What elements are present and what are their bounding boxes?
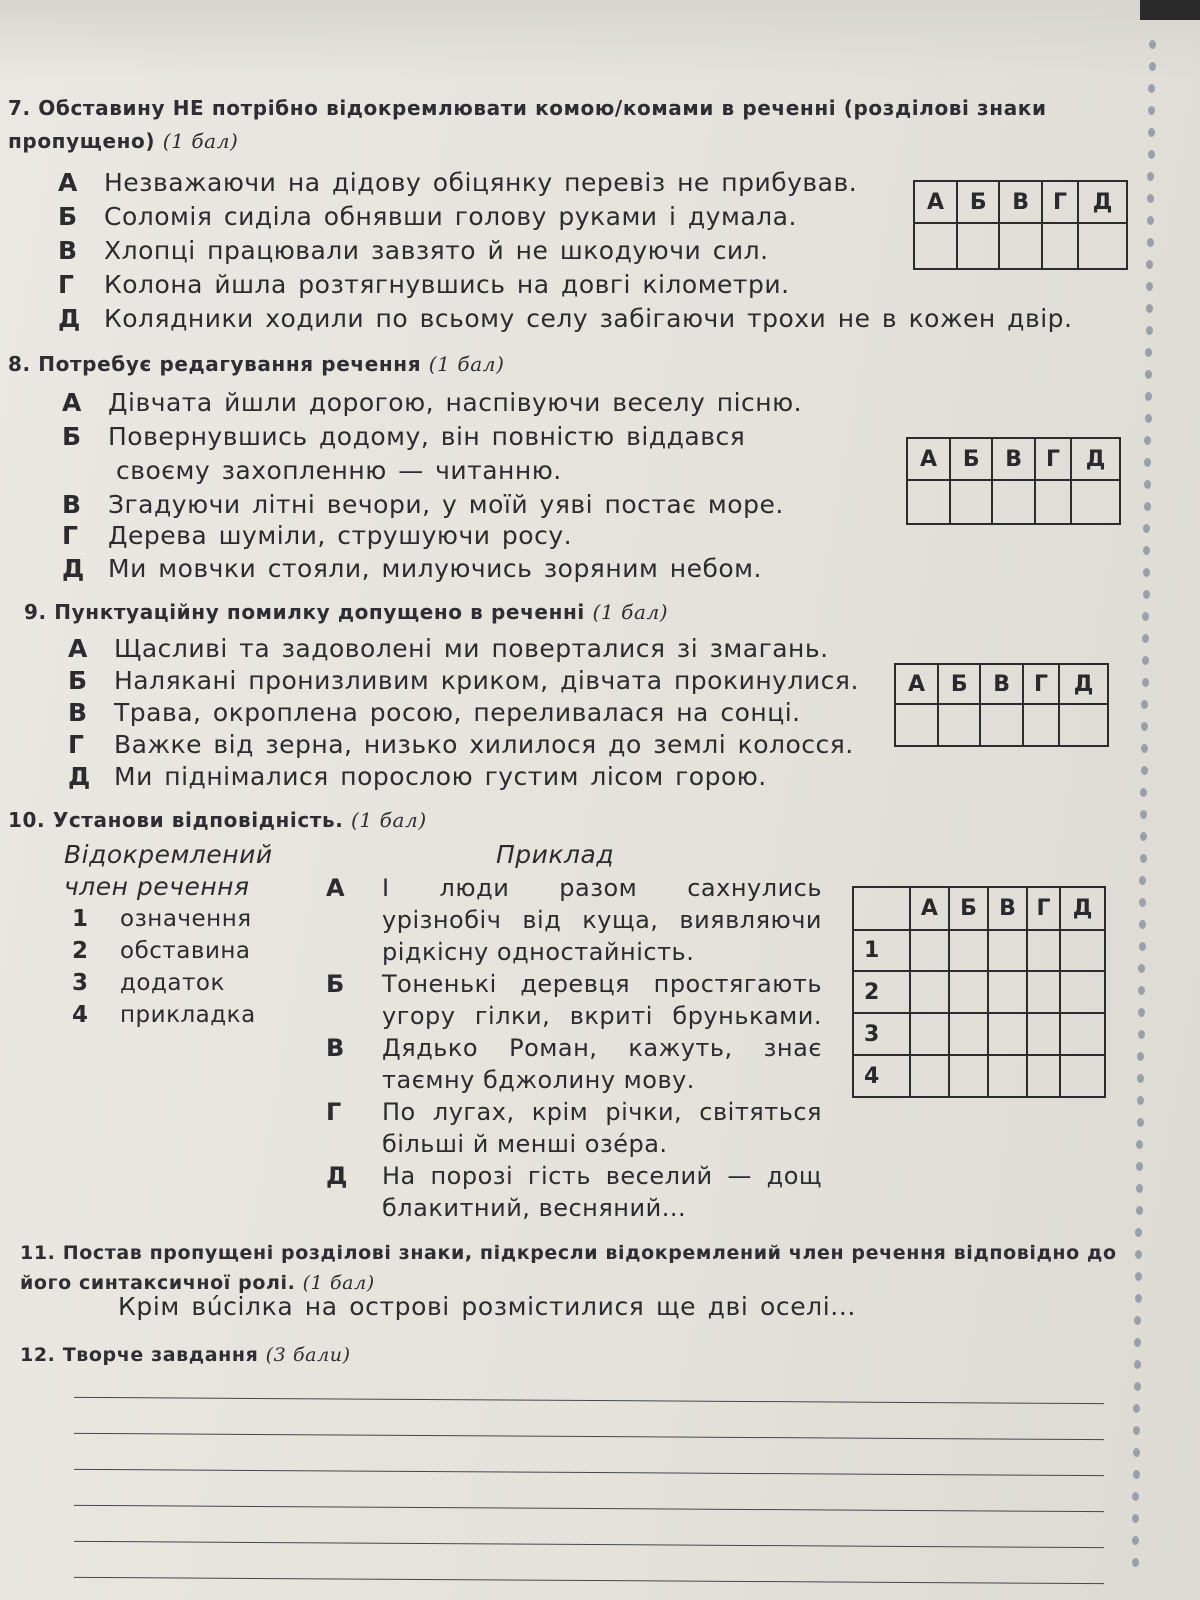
answer-cell[interactable]: [949, 1055, 988, 1097]
grid-header-d: Г: [1027, 887, 1060, 930]
answer-cell[interactable]: [1027, 1055, 1060, 1097]
answer-cell[interactable]: [1060, 1055, 1105, 1097]
binding-hole: [1144, 436, 1151, 445]
binding-hole: [1146, 326, 1153, 335]
grid-header-a: А: [910, 887, 949, 930]
member-text: прикладка: [120, 1002, 256, 1028]
binding-hole: [1132, 1536, 1139, 1545]
example-letter-a: А: [326, 874, 345, 902]
grid-header-a: А: [907, 438, 950, 480]
writing-line[interactable]: [74, 1577, 1104, 1584]
q7-points: (1 бал): [162, 129, 239, 153]
q8-option-a: [62, 388, 802, 417]
grid-row-number: 1: [853, 930, 910, 971]
example-letter-c: В: [326, 1034, 345, 1062]
binding-hole: [1135, 1250, 1142, 1259]
answer-cell[interactable]: [895, 704, 938, 746]
q9-option-e: [68, 762, 767, 791]
grid-header-b: Б: [938, 664, 980, 704]
option-letter: А: [68, 634, 88, 663]
writing-line[interactable]: [74, 1469, 1104, 1476]
binding-hole: [1149, 40, 1156, 49]
grid-header-b: Б: [949, 887, 988, 930]
binding-hole: [1141, 722, 1148, 731]
option-text: Незважаючи на дідову обіцянку перевіз не прибував.: [104, 168, 858, 197]
q10-right-header: Приклад: [496, 840, 615, 869]
grid-header-c: В: [988, 887, 1027, 930]
binding-hole: [1144, 480, 1151, 489]
binding-hole: [1134, 1360, 1141, 1369]
grid-row-number: 3: [853, 1013, 910, 1055]
q9-number: 9.: [24, 600, 47, 624]
q11-text: Постав пропущені розділові знаки, підкресли відокремлений член речення відповідно до його синтаксичної ролі.: [20, 1242, 1117, 1294]
option-letter: Б: [58, 202, 78, 231]
answer-cell[interactable]: [910, 1013, 949, 1055]
binding-hole: [1142, 678, 1149, 687]
binding-hole: [1139, 876, 1146, 885]
option-text: Згадуючи літні вечори, у моїй уяві постає море.: [108, 490, 784, 519]
binding-hole: [1140, 810, 1147, 819]
binding-hole: [1137, 1052, 1144, 1061]
member-item-2: [72, 938, 251, 964]
grid-header-e: Д: [1078, 181, 1127, 223]
option-text: Дерева шуміли, струшуючи росу.: [108, 521, 573, 550]
binding-hole: [1142, 656, 1149, 665]
answer-cell[interactable]: [1027, 930, 1060, 971]
binding-hole: [1146, 304, 1153, 313]
binding-hole: [1148, 106, 1155, 115]
binding-hole: [1134, 1382, 1141, 1391]
answer-cell[interactable]: [1060, 1013, 1105, 1055]
answer-cell[interactable]: [914, 223, 957, 269]
binding-hole: [1139, 942, 1146, 951]
q7-text: Обставину НЕ потрібно відокремлювати комою/комами в реченні (розділові знаки пропущено): [8, 96, 1047, 153]
example-a-line2: урізнобіч від куща, виявляючи: [382, 906, 822, 934]
grid-corner: [853, 887, 910, 930]
member-item-4: [72, 1002, 256, 1028]
example-a-line3: рідкісну одностайність.: [382, 938, 695, 966]
q9-option-d: [68, 730, 854, 759]
page-corner-shadow: [1140, 0, 1200, 20]
q10-text: Установи відповідність.: [52, 808, 344, 832]
option-letter: Д: [62, 554, 85, 583]
answer-cell[interactable]: [1023, 704, 1059, 746]
example-d-line1: По лугах, крім річки, світяться: [382, 1098, 822, 1126]
q12-number: 12.: [20, 1344, 56, 1366]
binding-hole: [1135, 1294, 1142, 1303]
option-letter: Д: [68, 762, 91, 791]
q8-points: (1 бал): [428, 352, 505, 376]
binding-hole: [1148, 84, 1155, 93]
answer-cell[interactable]: [1035, 480, 1071, 524]
q11-sentence[interactable]: Крім вúсілка на острові розмістилися ще дві оселі...: [118, 1292, 856, 1321]
member-number: 4: [72, 1002, 89, 1028]
answer-cell[interactable]: [1071, 480, 1120, 524]
binding-hole: [1132, 1558, 1139, 1567]
grid-header-c: В: [992, 438, 1034, 480]
answer-cell[interactable]: [1059, 704, 1108, 746]
binding-hole: [1132, 1514, 1139, 1523]
answer-cell[interactable]: [949, 930, 988, 971]
binding-hole: [1137, 1074, 1144, 1083]
option-letter: В: [62, 490, 82, 519]
binding-hole: [1144, 502, 1151, 511]
binding-hole: [1135, 1272, 1142, 1281]
answer-cell[interactable]: [907, 480, 950, 524]
binding-hole: [1147, 194, 1154, 203]
q8-option-b: [62, 422, 745, 451]
q11-header: [20, 1238, 1120, 1298]
q9-answer-grid: [894, 663, 1109, 747]
grid-header-d: Г: [1035, 438, 1071, 480]
q12-text: Творче завдання: [62, 1344, 259, 1366]
grid-header-c: В: [999, 181, 1041, 223]
answer-cell[interactable]: [999, 223, 1041, 269]
binding-hole: [1149, 62, 1156, 71]
binding-hole: [1134, 1338, 1141, 1347]
q8-answer-grid: [906, 437, 1121, 525]
grid-header-d: Г: [1042, 181, 1078, 223]
q9-option-c: [68, 698, 801, 727]
binding-hole: [1136, 1206, 1143, 1215]
q7-option-b: [58, 202, 797, 231]
answer-cell[interactable]: [938, 704, 980, 746]
binding-hole: [1133, 1404, 1140, 1413]
writing-line[interactable]: [74, 1505, 1104, 1512]
q8-option-b-continuation: своєму захопленню — читанню.: [116, 456, 562, 485]
writing-line[interactable]: [74, 1397, 1104, 1404]
example-a-line1: І люди разом сахнулись: [382, 874, 822, 902]
example-c-line1: Дядько Роман, кажуть, знає: [382, 1034, 822, 1062]
grid-header-b: Б: [950, 438, 992, 480]
option-text: Соломія сиділа обнявши голову руками і думала.: [104, 202, 797, 231]
grid-header-d: Г: [1023, 664, 1059, 704]
q10-left-header-line2: член речення: [64, 872, 250, 901]
q7-option-e: [58, 304, 1072, 333]
q8-header: [8, 352, 504, 376]
answer-cell[interactable]: [988, 930, 1027, 971]
q8-option-e: [62, 554, 762, 583]
grid-header-b: Б: [957, 181, 999, 223]
answer-cell[interactable]: [1060, 930, 1105, 971]
option-text: Ми мовчки стояли, милуючись зоряним небом.: [108, 554, 762, 583]
answer-cell[interactable]: [949, 1013, 988, 1055]
q11-number: 11.: [20, 1242, 56, 1264]
q9-text: Пунктуаційну помилку допущено в реченні: [54, 600, 585, 624]
q9-header: [24, 600, 668, 624]
answer-cell[interactable]: [950, 480, 992, 524]
member-text: додаток: [120, 970, 225, 996]
binding-hole: [1138, 1030, 1145, 1039]
answer-cell[interactable]: [988, 1013, 1027, 1055]
binding-hole: [1145, 414, 1152, 423]
answer-cell[interactable]: [910, 971, 949, 1013]
binding-hole: [1147, 172, 1154, 181]
binding-hole: [1144, 458, 1151, 467]
top-shadow: [0, 0, 1200, 80]
q7-option-d: [58, 270, 790, 299]
example-letter-b: Б: [326, 970, 345, 998]
grid-header-a: А: [914, 181, 957, 223]
answer-cell[interactable]: [1027, 1013, 1060, 1055]
binding-hole: [1143, 590, 1150, 599]
grid-header-c: В: [980, 664, 1022, 704]
option-letter: В: [58, 236, 78, 265]
option-letter: А: [58, 168, 78, 197]
answer-cell[interactable]: [949, 971, 988, 1013]
answer-cell[interactable]: [1060, 971, 1105, 1013]
option-text: Трава, окроплена росою, переливалася на сонці.: [114, 698, 801, 727]
q7-header: [8, 92, 1128, 158]
binding-hole: [1139, 920, 1146, 929]
binding-hole: [1145, 370, 1152, 379]
option-letter: А: [62, 388, 82, 417]
example-e-line1: На порозі гість веселий — дощ: [382, 1162, 822, 1190]
binding-hole: [1138, 964, 1145, 973]
binding-hole: [1145, 392, 1152, 401]
binding-hole: [1136, 1162, 1143, 1171]
grid-header-e: Д: [1071, 438, 1120, 480]
binding-hole: [1140, 788, 1147, 797]
binding-hole: [1136, 1140, 1143, 1149]
q12-header: [20, 1344, 351, 1366]
binding-hole: [1141, 766, 1148, 775]
member-number: 3: [72, 970, 89, 996]
answer-cell[interactable]: [980, 704, 1022, 746]
member-number: 2: [72, 938, 89, 964]
q8-text: Потребує редагування речення: [38, 352, 422, 376]
option-text: Колона йшла розтягнувшись на довгі кілометри.: [104, 270, 790, 299]
answer-cell[interactable]: [992, 480, 1034, 524]
binding-hole: [1135, 1228, 1142, 1237]
binding-hole: [1133, 1470, 1140, 1479]
binding-hole: [1146, 282, 1153, 291]
option-letter: В: [68, 698, 88, 727]
example-b-line2: угору гілки, вкриті бруньками.: [382, 1002, 822, 1030]
answer-cell[interactable]: [910, 930, 949, 971]
binding-hole: [1134, 1316, 1141, 1325]
binding-hole: [1148, 150, 1155, 159]
q8-option-d: [62, 521, 572, 550]
q7-number: 7.: [8, 96, 31, 120]
binding-hole: [1145, 348, 1152, 357]
option-text: Щасливі та задоволені ми поверталися зі змагань.: [114, 634, 829, 663]
q12-points: (3 бали): [265, 1344, 351, 1366]
binding-hole: [1142, 612, 1149, 621]
example-letter-d: Г: [326, 1098, 342, 1126]
answer-cell[interactable]: [988, 1055, 1027, 1097]
q10-points: (1 бал): [351, 808, 427, 832]
binding-hole: [1141, 700, 1148, 709]
example-d-line2: більші й менші озéра.: [382, 1130, 668, 1158]
option-text: Дівчата йшли дорогою, наспівуючи веселу пісню.: [108, 388, 803, 417]
answer-cell[interactable]: [1078, 223, 1127, 269]
member-item-3: [72, 970, 225, 996]
member-number: 1: [72, 906, 89, 932]
q10-answer-grid: [852, 886, 1106, 1098]
writing-line[interactable]: [74, 1541, 1104, 1548]
option-letter: Б: [62, 422, 82, 451]
q11-points: (1 бал): [302, 1272, 375, 1294]
q10-header: [8, 808, 427, 832]
example-c-line2: таємну бджолину мову.: [382, 1066, 695, 1094]
answer-cell[interactable]: [1027, 971, 1060, 1013]
binding-hole: [1132, 1492, 1139, 1501]
grid-row-number: 4: [853, 1055, 910, 1097]
example-e-line2: блакитний, весняний...: [382, 1194, 687, 1222]
binding-hole: [1133, 1426, 1140, 1435]
option-text: Хлопці працювали завзято й не шкодуючи сил.: [104, 236, 769, 265]
binding-hole: [1138, 1008, 1145, 1017]
writing-line[interactable]: [74, 1433, 1104, 1440]
binding-hole: [1142, 634, 1149, 643]
binding-hole: [1137, 1118, 1144, 1127]
example-b-line1: Тоненькі деревця простягають: [382, 970, 822, 998]
grid-row-number: 2: [853, 971, 910, 1013]
q9-points: (1 бал): [592, 600, 669, 624]
member-item-1: [72, 906, 252, 932]
q9-option-a: [68, 634, 829, 663]
option-text: Важке від зерна, низько хилилося до землі колосся.: [114, 730, 854, 759]
option-letter: Г: [58, 270, 75, 299]
binding-hole: [1138, 986, 1145, 995]
q7-answer-grid: [913, 180, 1128, 270]
q7-option-c: [58, 236, 769, 265]
binding-hole: [1141, 744, 1148, 753]
answer-cell[interactable]: [957, 223, 999, 269]
option-text: Ми піднімалися порослою густим лісом горою.: [114, 762, 767, 791]
q10-left-header-line1: Відокремлений: [64, 840, 273, 869]
example-letter-e: Д: [326, 1162, 348, 1190]
binding-hole: [1140, 832, 1147, 841]
q8-number: 8.: [8, 352, 31, 376]
binding-hole: [1143, 524, 1150, 533]
grid-header-e: Д: [1060, 887, 1105, 930]
option-text: Колядники ходили по всьому селу забігаючи трохи не в кожен двір.: [104, 304, 1073, 333]
q10-number: 10.: [8, 808, 46, 832]
binding-hole: [1139, 898, 1146, 907]
grid-header-e: Д: [1059, 664, 1108, 704]
q9-option-b: [68, 666, 859, 695]
grid-header-a: А: [895, 664, 938, 704]
option-letter: Г: [62, 521, 79, 550]
binding-holes: [1146, 40, 1160, 1600]
binding-hole: [1148, 128, 1155, 137]
q7-option-a: [58, 168, 857, 197]
q8-option-c: [62, 490, 784, 519]
option-letter: Г: [68, 730, 85, 759]
binding-hole: [1140, 854, 1147, 863]
option-text: Повернувшись додому, він повністю віддався: [108, 422, 746, 451]
binding-hole: [1143, 568, 1150, 577]
binding-hole: [1137, 1096, 1144, 1105]
binding-hole: [1136, 1184, 1143, 1193]
answer-cell[interactable]: [910, 1055, 949, 1097]
member-text: означення: [120, 906, 252, 932]
member-text: обставина: [120, 938, 251, 964]
option-letter: Д: [58, 304, 81, 333]
option-letter: Б: [68, 666, 88, 695]
binding-hole: [1133, 1448, 1140, 1457]
binding-hole: [1147, 238, 1154, 247]
binding-hole: [1146, 260, 1153, 269]
option-text: Налякані пронизливим криком, дівчата прокинулися.: [114, 666, 859, 695]
answer-cell[interactable]: [1042, 223, 1078, 269]
answer-cell[interactable]: [988, 971, 1027, 1013]
binding-hole: [1143, 546, 1150, 555]
binding-hole: [1147, 216, 1154, 225]
